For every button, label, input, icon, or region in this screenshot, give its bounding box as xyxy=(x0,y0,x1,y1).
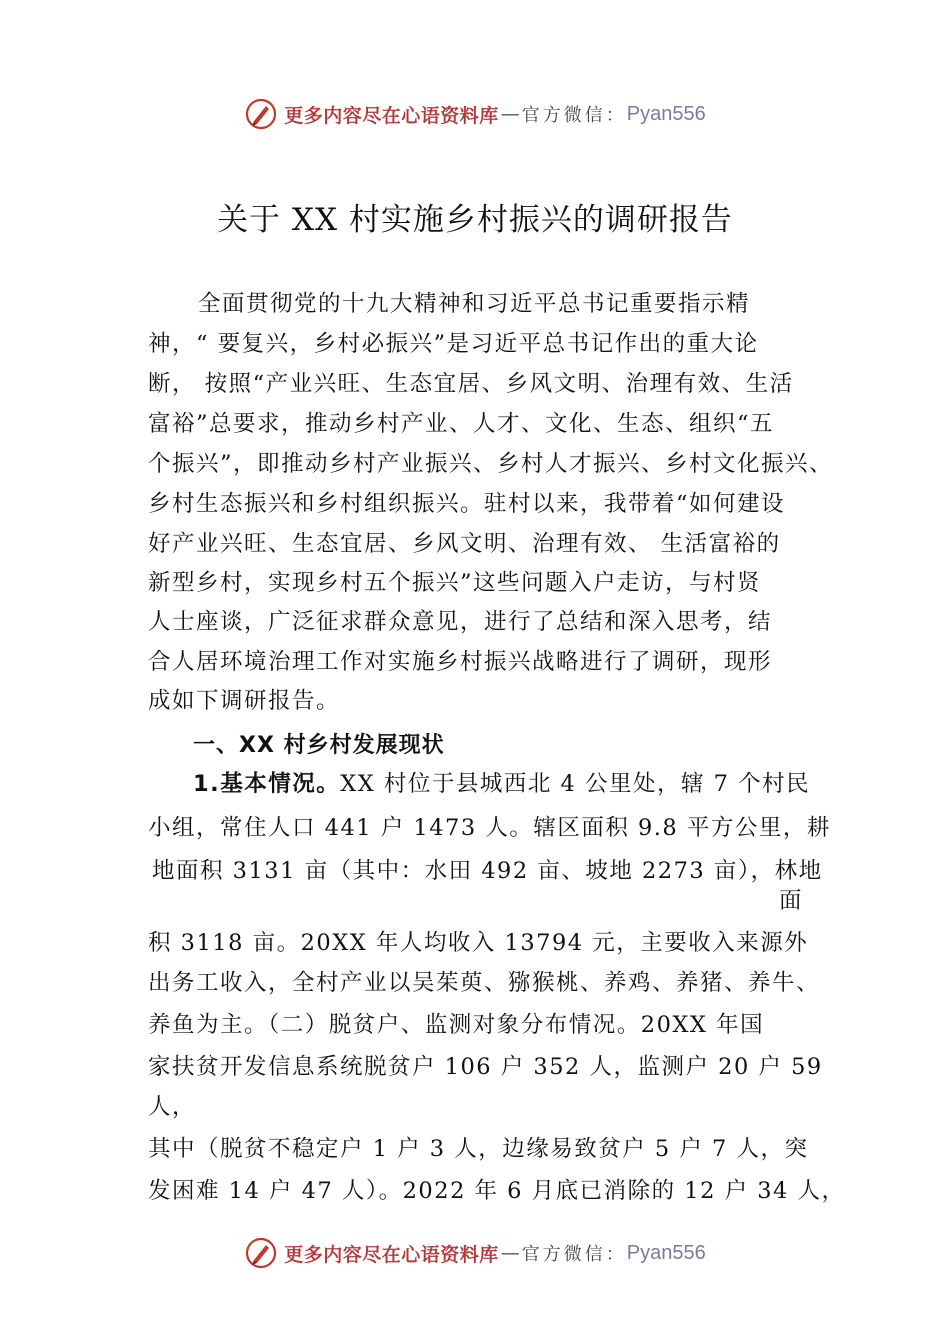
document-title: 关于 XX 村实施乡村振兴的调研报告 xyxy=(217,202,733,238)
banner-separator: — xyxy=(500,1242,520,1264)
intro-line: 富裕”总要求，推动乡村产业、人才、文化、生态、组织“五 xyxy=(148,411,775,437)
wechat-id: Pyan556 xyxy=(626,102,706,125)
footer-banner xyxy=(0,1233,950,1273)
basic-line: 地面积 3131 亩（其中：水田 492 亩、坡地 2273 亩），林地 xyxy=(152,858,823,884)
banner-text: 更多内容尽在心语资料库 xyxy=(284,104,499,127)
banner-label: 官方微信： xyxy=(521,1244,627,1265)
banner-text: 更多内容尽在心语资料库 xyxy=(284,1243,499,1266)
intro-line: 个振兴”，即推动乡村产业振兴、乡村人才振兴、乡村文化振兴、 xyxy=(148,451,834,477)
intro-line: 合人居环境治理工作对实施乡村振兴战略进行了调研，现形 xyxy=(148,649,773,675)
basic-first-rest: XX 村位于县城西北 4 公里处，辖 7 个村民 xyxy=(340,771,811,797)
basic-line: 养鱼为主。（二）脱贫户、监测对象分布情况。20XX 年国 xyxy=(148,1012,765,1038)
section-heading: 一、XX 村乡村发展现状 xyxy=(193,733,445,758)
intro-line: 断， 按照“产业兴旺、生态宜居、乡风文明、治理有效、生活 xyxy=(148,371,794,397)
banner-label: 官方微信： xyxy=(521,105,627,126)
intro-line: 人士座谈，广泛征求群众意见，进行了总结和深入思考，结 xyxy=(148,609,773,635)
basic-line: 人， xyxy=(148,1094,197,1120)
basic-line: 发困难 14 户 47 人）。2022 年 6 月底已消除的 12 户 34 人， xyxy=(148,1178,846,1204)
banner-separator: — xyxy=(500,103,520,125)
basic-line: 小组，常住人口 441 户 1473 人。辖区面积 9.8 平方公里，耕 xyxy=(148,815,831,841)
basic-line: 面 xyxy=(779,888,804,914)
intro-line: 成如下调研报告。 xyxy=(148,688,341,714)
intro-line: 神，“ 要复兴，乡村必振兴”是习近平总书记作出的重大论 xyxy=(148,331,759,357)
basic-lead: 1.基本情况。 xyxy=(193,771,341,797)
intro-line: 全面贯彻党的十九大精神和习近平总书记重要指示精 xyxy=(198,291,751,317)
wechat-id: Pyan556 xyxy=(626,1241,706,1264)
basic-line: 家扶贫开发信息系统脱贫户 106 户 352 人，监测户 20 户 59 xyxy=(148,1054,823,1080)
pen-logo-icon xyxy=(244,1236,278,1270)
intro-line: 好产业兴旺、生态宜居、乡风文明、治理有效、 生活富裕的 xyxy=(148,531,781,557)
basic-line: 积 3118 亩。20XX 年人均收入 13794 元，主要收入来源外 xyxy=(148,930,809,956)
pen-logo-icon xyxy=(244,97,278,131)
basic-first-line xyxy=(193,769,810,799)
basic-line: 出务工收入，全村产业以吴茱萸、猕猴桃、养鸡、养猪、养牛、 xyxy=(148,970,821,996)
basic-line: 其中（脱贫不稳定户 1 户 3 人，边缘易致贫户 5 户 7 人，突 xyxy=(148,1136,809,1162)
intro-line: 乡村生态振兴和乡村组织振兴。驻村以来，我带着“如何建设 xyxy=(148,491,786,517)
intro-line: 新型乡村，实现乡村五个振兴”这些问题入户走访，与村贤 xyxy=(148,570,762,596)
header-banner xyxy=(0,94,950,134)
